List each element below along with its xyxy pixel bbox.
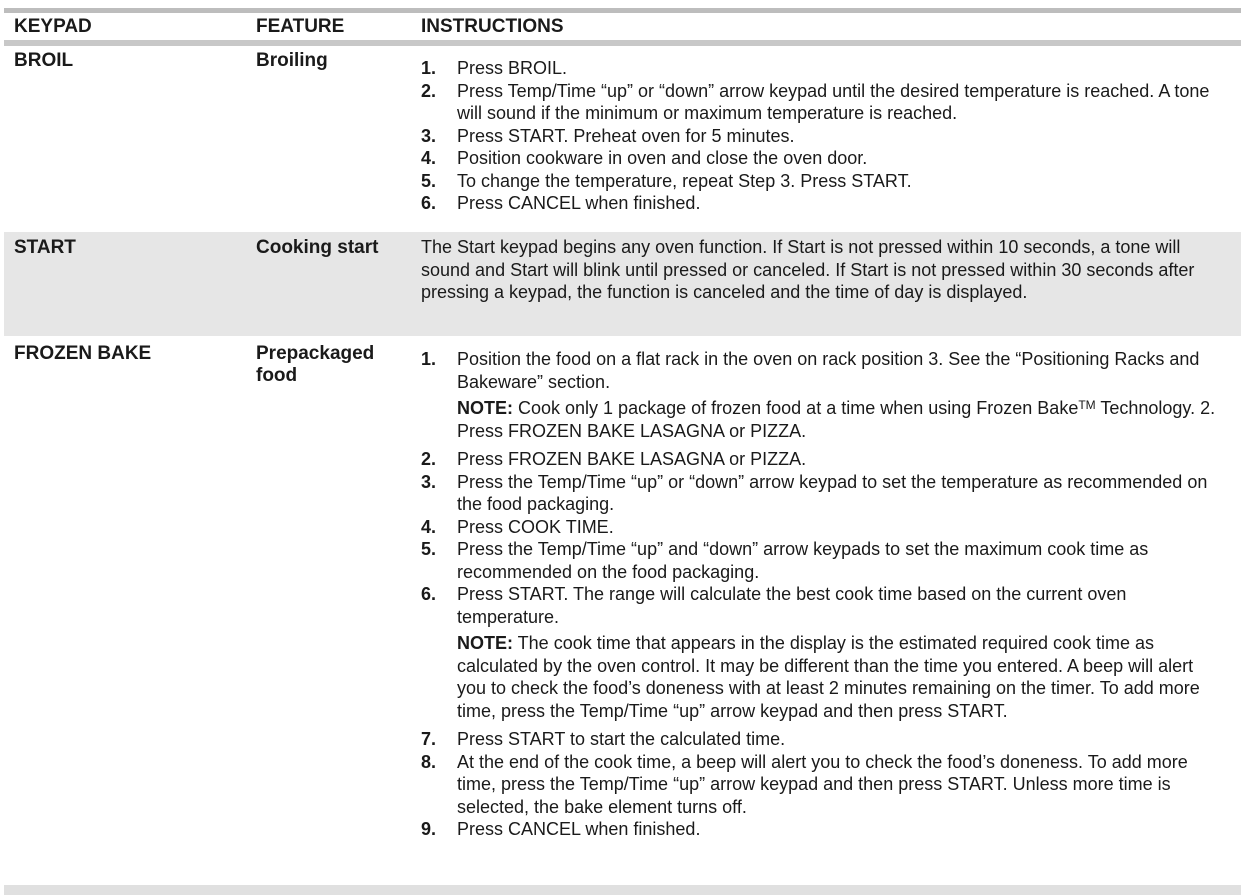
feature-cell: Prepackaged food: [256, 343, 375, 386]
instructions-cell: The Start keypad begins any oven function. If Start is not pressed within 10 seconds, a tone will sound and Start will blink until pressed or canceled. If Start is not pressed within 30 seconds after pressing a keypad, the function is canceled and the time of day is displayed.: [421, 237, 1195, 302]
table-row-start: [4, 232, 1241, 336]
step-item: 4. Press COOK TIME.: [421, 516, 614, 537]
step-item: 6. Press START. The range will calculate the best cook time based on the current oven temperature.: [421, 584, 1127, 627]
table-row-frozen-bake: [4, 336, 1241, 885]
table-bottom-border: [4, 885, 1241, 895]
step-item: 5. Press the Temp/Time “up” and “down” arrow keypads to set the maximum cook time as recommended on the food packaging.: [421, 539, 1149, 582]
header-feature: FEATURE: [256, 16, 345, 37]
step-item: 6. Press CANCEL when finished.: [421, 193, 701, 213]
note-paragraph: NOTE: The cook time that appears in the display is the estimated required cook time as calculated by the oven control. It may be different than the time you entered. A beep will alert you to check the food’s doneness with at least 2 minutes remaining on the timer. To add more time, press the Temp/Time “up” arrow keypad and then press START.: [457, 633, 1200, 721]
step-item: 2. Press Temp/Time “up” or “down” arrow keypad until the desired temperature is reached. A tone will sound if the minimum or maximum temperature is reached.: [421, 80, 1210, 123]
table-row-broil: [4, 46, 1241, 232]
step-item: 7. Press START to start the calculated time.: [421, 729, 786, 749]
table-header: [4, 13, 1241, 40]
step-item: 5. To change the temperature, repeat Step 3. Press START.: [421, 170, 912, 191]
keypad-cell: START: [14, 237, 76, 258]
step-item: 8. At the end of the cook time, a beep will alert you to check the food’s doneness. To add more time, press the Temp/Time “up” arrow keypad and then press START. Unless more time is selected, the bake element turns off.: [421, 751, 1188, 817]
step-item: 3. Press START. Preheat oven for 5 minutes.: [421, 125, 795, 146]
instructions-cell: [421, 348, 1227, 841]
step-item: 2. Press FROZEN BAKE LASAGNA or PIZZA.: [421, 449, 807, 469]
header-instructions: INSTRUCTIONS: [421, 16, 564, 37]
note-paragraph: NOTE: Cook only 1 package of frozen food at a time when using Frozen Bake™ Technology. 2. Press FROZEN BAKE LASAGNA or PIZZA.: [457, 398, 1216, 441]
step-item: 9. Press CANCEL when finished.: [421, 819, 701, 839]
step-item: 3. Press the Temp/Time “up” or “down” arrow keypad to set the temperature as recommended on the food packaging.: [421, 471, 1208, 514]
step-item: 1. Position the food on a flat rack in the oven on rack position 3. See the “Positioning Racks and Bakeware” section.: [421, 349, 1200, 392]
feature-cell: Broiling: [256, 50, 328, 71]
step-item: 1. Press BROIL.: [421, 58, 568, 78]
instructions-cell: [421, 57, 1227, 215]
header-keypad: KEYPAD: [14, 16, 92, 37]
keypad-cell: FROZEN BAKE: [14, 343, 152, 364]
keypad-cell: BROIL: [14, 50, 74, 71]
feature-cell: Cooking start: [256, 237, 379, 258]
step-item: 4. Position cookware in oven and close the oven door.: [421, 148, 868, 168]
